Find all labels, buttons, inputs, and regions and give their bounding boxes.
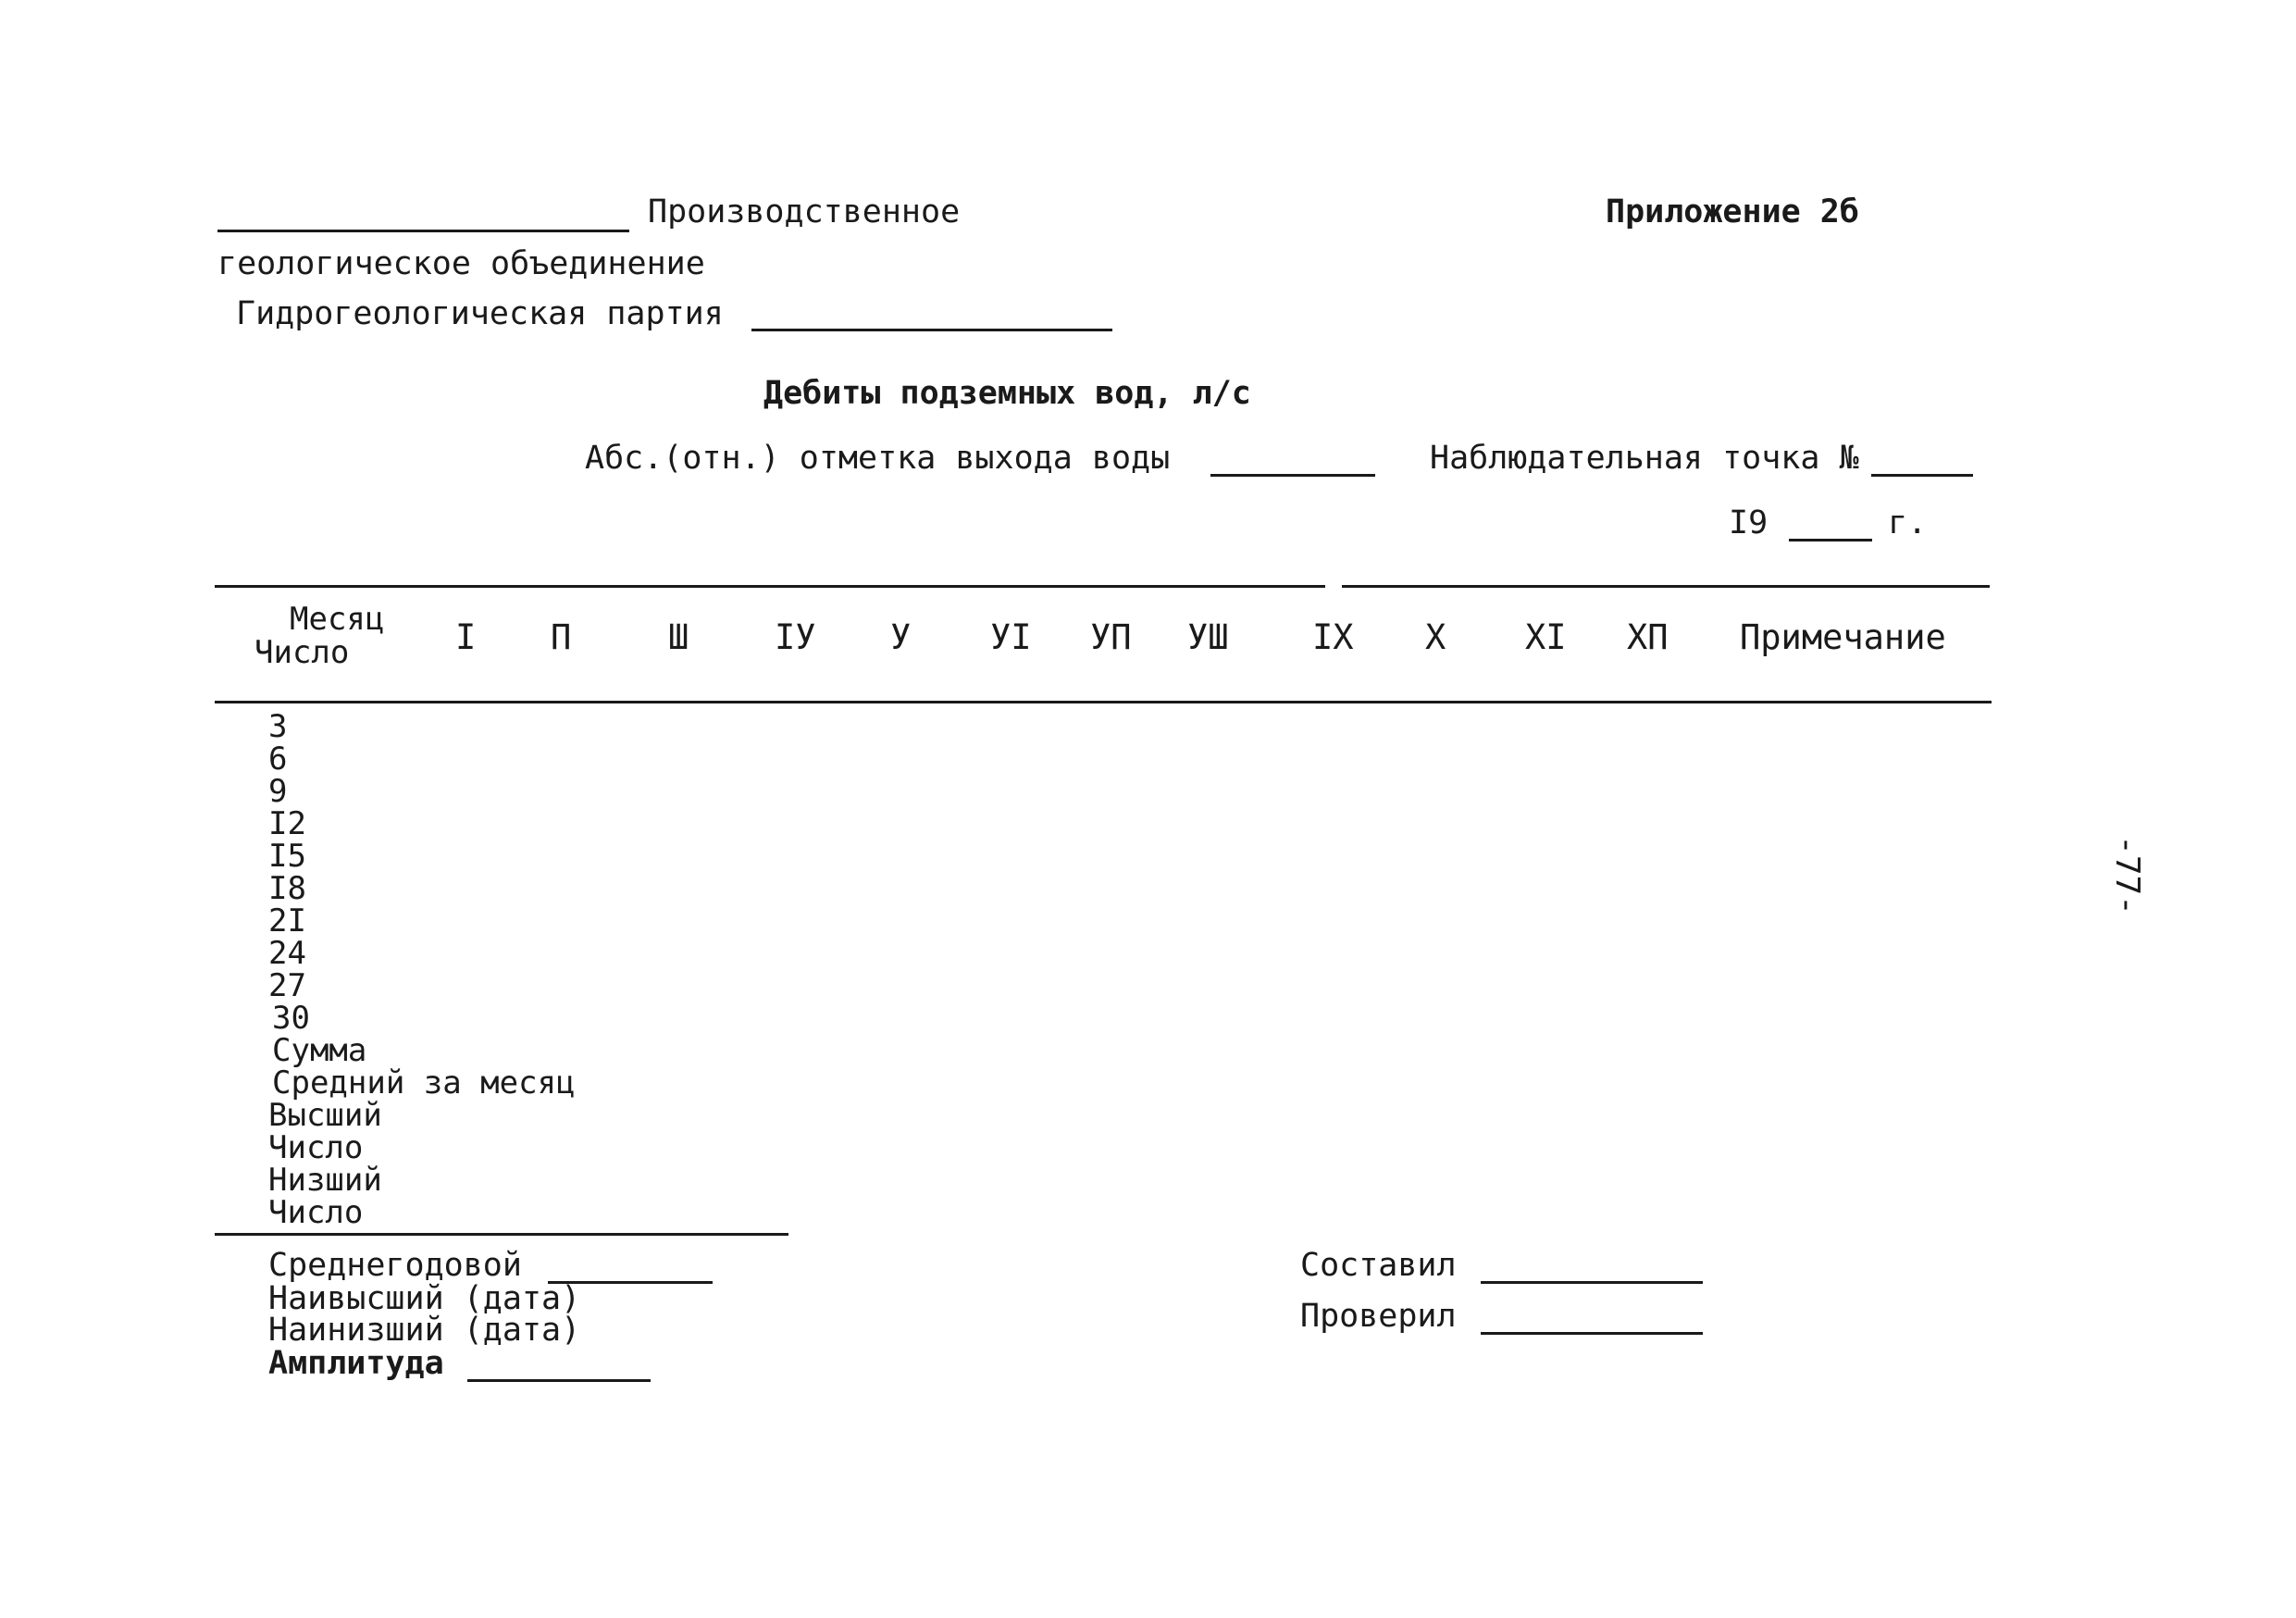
month-11: XI [1525, 617, 1567, 657]
org-line1: Производственное [648, 193, 961, 230]
row-label: Сумма [272, 1032, 367, 1069]
month-10: X [1425, 617, 1446, 657]
month-1: I [455, 617, 477, 657]
month-9: IX [1312, 617, 1354, 657]
month-12: XП [1627, 617, 1669, 657]
row-labels [268, 708, 576, 1231]
document-title: Дебиты подземных вод, л/с [763, 375, 1251, 412]
compiled-label: Составил [1300, 1247, 1457, 1284]
annual-avg-label: Среднегодовой [268, 1247, 522, 1284]
row-label: Низший [268, 1162, 382, 1199]
corner-day: Число [254, 634, 350, 671]
point-label: Наблюдательная точка № [1430, 440, 1859, 477]
row-label: Средний за месяц [272, 1064, 576, 1101]
month-5: У [890, 617, 912, 657]
checked-label: Проверил [1300, 1298, 1457, 1335]
row-label: Число [268, 1194, 364, 1231]
table-top-line-right [1342, 585, 1990, 588]
year-suffix: г. [1888, 504, 1928, 541]
row-label: Число [268, 1129, 364, 1166]
table-bottom-line [215, 1233, 788, 1236]
row-label: 30 [272, 1000, 310, 1037]
table-header-bottom-line [215, 701, 1992, 703]
page-number: -77- [2107, 835, 2146, 915]
month-4: IУ [775, 617, 816, 657]
row-label: I8 [268, 870, 306, 907]
party-label: Гидрогеологическая партия [236, 295, 724, 332]
org-blank-line [217, 230, 629, 232]
amplitude-blank-line [467, 1379, 651, 1382]
lowest-label: Наинизший (дата) [268, 1312, 581, 1349]
appendix-label: Приложение 2б [1606, 193, 1859, 230]
elevation-label: Абс.(отн.) отметка выхода воды [585, 440, 1171, 477]
row-label: 2I [268, 902, 306, 940]
month-2: П [551, 617, 572, 657]
row-label: 6 [268, 741, 288, 778]
checked-blank-line [1481, 1332, 1703, 1335]
row-label: 24 [268, 935, 306, 972]
month-7: УП [1090, 617, 1132, 657]
highest-label: Наивысший (дата) [268, 1280, 581, 1317]
month-8: УШ [1187, 617, 1229, 657]
compiled-blank-line [1481, 1281, 1703, 1284]
point-blank-line [1871, 474, 1973, 477]
elevation-blank-line [1210, 474, 1375, 477]
month-3: Ш [668, 617, 689, 657]
note-header: Примечание [1740, 617, 1946, 657]
row-label: 27 [268, 967, 306, 1004]
corner-month: Месяц [290, 601, 385, 638]
row-label: I2 [268, 805, 306, 842]
year-prefix: I9 [1729, 504, 1769, 541]
table-top-line-left [215, 585, 1325, 588]
party-blank-line [751, 329, 1112, 331]
month-6: УI [990, 617, 1032, 657]
org-line2: геологическое объединение [217, 245, 705, 282]
amplitude-label: Амплитуда [268, 1345, 444, 1382]
row-label: 3 [268, 708, 288, 745]
row-label: 9 [268, 773, 288, 810]
year-blank-line [1789, 539, 1872, 541]
row-label: I5 [268, 838, 306, 875]
row-label: Высший [268, 1097, 382, 1134]
